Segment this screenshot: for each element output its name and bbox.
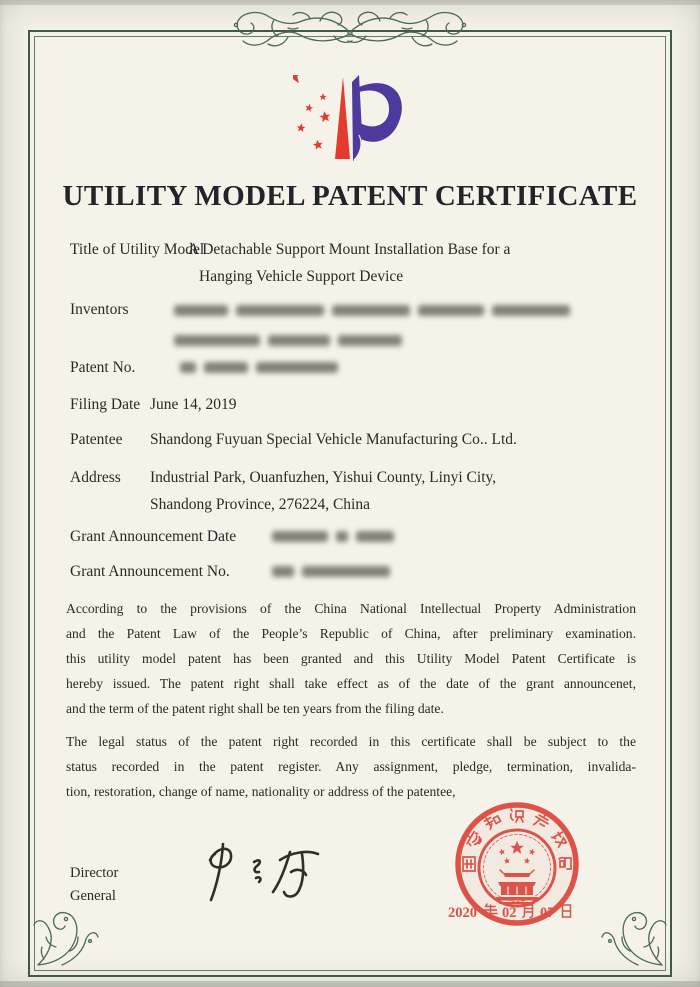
field-value-line: Shandong Province, 276224, China: [150, 496, 370, 513]
field-label: Grant Announcement Date: [70, 528, 237, 545]
field-label: Filing Date: [70, 396, 141, 413]
field-value-redacted: [272, 527, 636, 546]
signer-title-line: Director: [70, 865, 119, 881]
photo-edge-top: [0, 0, 700, 5]
paragraph-line: this utility model patent has been granted and this Utility Model Patent Certificate is: [66, 651, 636, 666]
logo-red-wedge-icon: [335, 77, 350, 159]
field-label: Patent No.: [70, 359, 136, 376]
cnipa-red-seal: [440, 800, 590, 932]
seal-date-year: 2020: [448, 905, 477, 921]
logo-purple-p-icon: [352, 75, 402, 161]
redacted-text: [162, 358, 636, 377]
body-paragraph-grant: [66, 596, 636, 721]
paragraph-line: and the term of the patent right shall be ten years from the filing date.: [66, 701, 444, 716]
logo-stars-icon: [293, 75, 331, 150]
field-value: June 14, 2019: [150, 396, 237, 413]
paragraph-line: tion, restoration, change of name, nationality or address of the patentee,: [66, 784, 456, 799]
field-row-address: [70, 464, 636, 518]
field-value-redacted: [272, 562, 636, 581]
field-value-line: Industrial Park, Ouanfuzhen, Yishui County, Linyi City,: [150, 469, 497, 486]
floral-ornament-top-icon: [230, 8, 470, 56]
field-row-grant-announcement-no: [70, 562, 636, 581]
field-label: Title of Utility Model: [70, 241, 205, 258]
photo-edge-bottom: [0, 981, 700, 987]
director-general-signature-icon: [196, 838, 326, 908]
redacted-text: [272, 527, 636, 546]
floral-corner-bottom-right-icon: [598, 893, 668, 969]
seal-date-day-char-icon: [563, 905, 571, 917]
paragraph-line: status recorded in the patent register. Any assignment, pledge, termination, invalida-: [66, 759, 636, 774]
cnipa-logo: [293, 75, 408, 170]
field-label: Patentee: [70, 431, 123, 448]
field-label: Address: [70, 469, 121, 486]
field-value: [188, 236, 636, 290]
field-value-redacted: [162, 295, 636, 355]
field-value-redacted: [162, 358, 636, 377]
field-value-line: Hanging Vehicle Support Device: [199, 268, 404, 285]
paragraph-line: hereby issued. The patent right shall take effect as of the date of the grant announcenet,: [66, 676, 636, 691]
field-row-inventors: [70, 295, 636, 355]
redacted-text: [272, 562, 636, 581]
field-row-patentee: [70, 430, 636, 449]
body-paragraph-legal-status: [66, 729, 636, 804]
field-row-filing-date: [70, 395, 636, 414]
field-label: Inventors: [70, 301, 129, 318]
paragraph-line: and the Patent Law of the People’s Republic of China, after preliminary examination.: [66, 626, 636, 641]
certificate-title: UTILITY MODEL PATENT CERTIFICATE: [62, 180, 638, 212]
field-value-line: A Detachable Support Mount Installation Base for a: [188, 241, 511, 258]
signer-title-line: General: [70, 888, 116, 904]
redacted-text: [162, 325, 636, 355]
field-value: [150, 464, 636, 518]
seal-date-day: 07: [540, 905, 555, 921]
paragraph-line: According to the provisions of the China National Intellectual Property Administration: [66, 601, 636, 616]
field-value: Shandong Fuyuan Special Vehicle Manufacturing Co.. Ltd.: [150, 431, 517, 448]
seal-date: [448, 904, 571, 921]
field-row-title-of-utility-model: [70, 236, 636, 290]
field-row-patent-no: [70, 358, 636, 377]
field-row-grant-announcement-date: [70, 527, 636, 546]
field-label: Grant Announcement No.: [70, 563, 230, 580]
paragraph-line: The legal status of the patent right recorded in this certificate shall be subject to the: [66, 734, 636, 749]
floral-corner-bottom-left-icon: [32, 893, 102, 969]
seal-date-month: 02: [502, 905, 517, 921]
redacted-text: [162, 295, 636, 325]
